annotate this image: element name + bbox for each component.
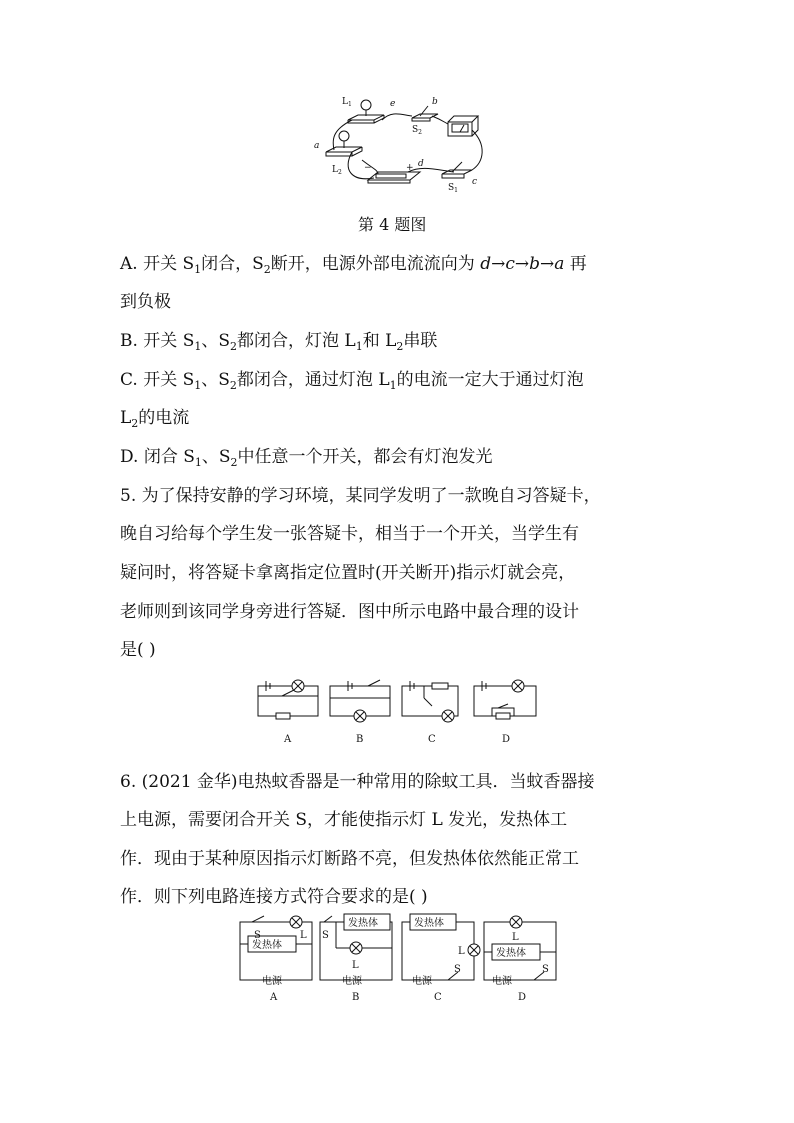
q6d-heater-label: 发热体 bbox=[496, 948, 526, 959]
fig-label-b: b bbox=[432, 97, 438, 107]
q4-circuit-figure bbox=[312, 90, 492, 200]
q6-line-3: 作．现由于某种原因指示灯断路不亮，但发热体依然能正常工 bbox=[120, 849, 579, 869]
q4-option-d: D. 闭合 $S_1$、$S_2$中任意一个开关，都会有灯泡发光 bbox=[120, 447, 493, 469]
fig-label-s1: $S_1$ bbox=[448, 183, 458, 194]
q6a-l-label: L bbox=[300, 930, 307, 941]
q5-option-label-d: D bbox=[502, 734, 511, 745]
q6-line-1: 6. (2021 金华)电热蚊香器是一种常用的除蚊工具．当蚊香器接 bbox=[120, 772, 595, 792]
q6-circuit-options bbox=[236, 910, 566, 1006]
q6b-heater-label: 发热体 bbox=[348, 918, 378, 929]
arrow-icon: → bbox=[491, 254, 506, 274]
q4-option-b: B. 开关 $S_1$、$S_2$都闭合，灯泡 $L_1$和 $L_2$串联 bbox=[120, 331, 438, 353]
fig-label-s2: $S_2$ bbox=[412, 125, 422, 136]
q4-option-a-line2: 到负极 bbox=[120, 292, 171, 312]
q5-line-5: 是( ) bbox=[120, 640, 156, 660]
q5-option-label-c: C bbox=[428, 734, 436, 745]
q6b-source-label: 电源 bbox=[342, 976, 362, 987]
q6-option-label-b: B bbox=[352, 992, 360, 1003]
q6b-l-label: L bbox=[352, 960, 359, 971]
q4-option-a-line1: A. 开关 $S_1$闭合，$S_2$断开，电源外部电流流向为 d→c→b→a 再 bbox=[120, 254, 587, 276]
q4-option-c-line1: C. 开关 $S_1$、$S_2$都闭合，通过灯泡 $L_1$的电流一定大于通过灯泡 bbox=[120, 370, 584, 392]
q6d-s-label: S bbox=[542, 964, 549, 975]
q5-line-4: 老师则到该同学身旁进行答疑．图中所示电路中最合理的设计 bbox=[120, 602, 579, 622]
q5-option-label-a: A bbox=[284, 734, 292, 745]
q6c-s-label: S bbox=[454, 964, 461, 975]
q6c-heater-label: 发热体 bbox=[414, 918, 444, 929]
arrow-icon: → bbox=[540, 254, 555, 274]
q6d-l-label: L bbox=[512, 932, 519, 943]
q6c-source-label: 电源 bbox=[412, 976, 432, 987]
q5-option-label-b: B bbox=[356, 734, 364, 745]
fig-label-d: d bbox=[418, 159, 424, 169]
q5-line-1: 5. 为了保持安静的学习环境，某同学发明了一款晚自习答疑卡， bbox=[120, 486, 601, 506]
q6a-s-label: S bbox=[254, 930, 261, 941]
q5-line-3: 疑问时，将答疑卡拿离指定位置时(开关断开)指示灯就会亮， bbox=[120, 563, 576, 583]
q6-option-label-a: A bbox=[270, 992, 278, 1003]
fig-label-a: a bbox=[314, 141, 320, 151]
fig-label-c: c bbox=[472, 177, 478, 187]
q6c-l-label: L bbox=[458, 946, 465, 957]
q4-option-c-line2: $L_2$的电流 bbox=[120, 408, 190, 430]
q4-figure-caption: 第 4 题图 bbox=[358, 215, 427, 234]
q6-line-2: 上电源，需要闭合开关 S，才能使指示灯 L 发光，发热体工 bbox=[120, 810, 568, 830]
arrow-icon: → bbox=[514, 254, 530, 274]
fig-label-plus: + bbox=[406, 163, 414, 173]
fig-label-e: e bbox=[390, 99, 396, 109]
fig-label-l1: $L_1$ bbox=[342, 97, 352, 108]
q6a-heater-label: 发热体 bbox=[252, 940, 282, 951]
q6-option-label-c: C bbox=[434, 992, 442, 1003]
q6b-s-label: S bbox=[322, 930, 329, 941]
q5-circuit-options bbox=[252, 676, 542, 748]
q6-line-4: 作．则下列电路连接方式符合要求的是( ) bbox=[120, 887, 428, 907]
q5-line-2: 晚自习给每个学生发一张答疑卡，相当于一个开关，当学生有 bbox=[120, 524, 579, 544]
q6-option-label-d: D bbox=[518, 992, 527, 1003]
q6d-source-label: 电源 bbox=[492, 976, 512, 987]
q6a-source-label: 电源 bbox=[262, 976, 282, 987]
fig-label-l2: $L_2$ bbox=[332, 165, 342, 176]
fig-label-minus: − bbox=[364, 163, 372, 173]
